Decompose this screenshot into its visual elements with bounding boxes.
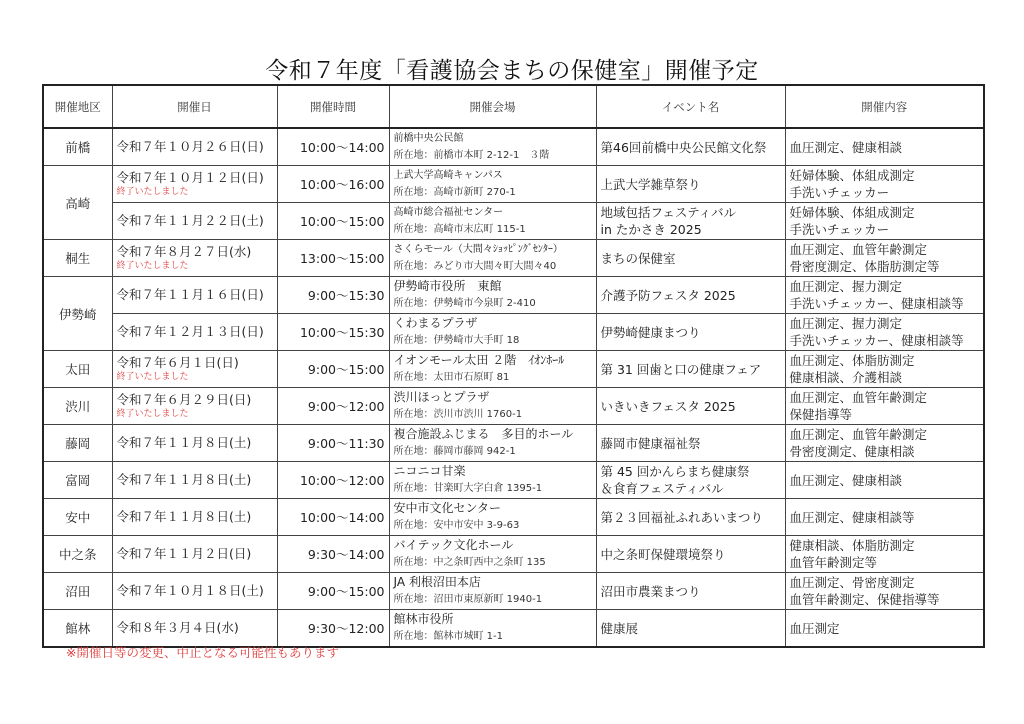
time-cell: 9:00～15:30 xyxy=(277,277,389,314)
venue-address: 所在地：伊勢崎市今泉町 2-410 xyxy=(393,298,536,309)
content-cell xyxy=(785,277,984,314)
venue-name: 安中市文化センター xyxy=(393,501,502,515)
venue-cell xyxy=(389,128,596,166)
venue-cell xyxy=(389,610,596,648)
event-date: 令和７年１０月１８日(土) xyxy=(116,583,264,598)
schedule-table xyxy=(42,84,985,648)
date-cell xyxy=(112,314,277,351)
venue-cell xyxy=(389,388,596,425)
event-name: in たかさき 2025 xyxy=(600,222,702,237)
venue-cell xyxy=(389,425,596,462)
table-row xyxy=(43,314,984,351)
time-cell: 10:00～14:00 xyxy=(277,499,389,536)
event-cell xyxy=(596,240,785,277)
area-cell: 藤岡 xyxy=(43,425,112,462)
venue-name: 高崎市総合福祉センター xyxy=(393,207,504,218)
time-cell: 9:00～15:00 xyxy=(277,351,389,388)
event-cell xyxy=(596,314,785,351)
event-cell xyxy=(596,128,785,166)
table-row xyxy=(43,128,984,166)
content-cell xyxy=(785,203,984,240)
date-cell xyxy=(112,499,277,536)
content-cell xyxy=(785,573,984,610)
event-name: 健康展 xyxy=(600,620,639,636)
venue-address: 所在地：甘楽町大字白倉 1395-1 xyxy=(393,483,543,494)
table-row xyxy=(43,425,984,462)
area-cell: 安中 xyxy=(43,499,112,536)
content-item: 血圧測定、健康相談等 xyxy=(789,509,915,525)
venue-address: 所在地：高崎市新町 270-1 xyxy=(393,187,516,198)
table-row xyxy=(43,573,984,610)
header-date: 開催日 xyxy=(112,85,277,128)
event-name: ＆食育フェスティバル xyxy=(600,481,724,496)
content-item: 手洗いチェッカー、健康相談等 xyxy=(789,296,964,311)
content-cell xyxy=(785,314,984,351)
time-cell: 9:00～15:00 xyxy=(277,573,389,610)
date-cell xyxy=(112,203,277,240)
table-row xyxy=(43,462,984,499)
venue-cell xyxy=(389,351,596,388)
event-name: 伊勢崎健康まつり xyxy=(600,324,701,340)
header-content: 開催内容 xyxy=(785,85,984,128)
content-item: 血圧測定、握力測定 xyxy=(789,279,903,294)
time-cell: 10:00～15:00 xyxy=(277,203,389,240)
venue-cell xyxy=(389,536,596,573)
table-row xyxy=(43,203,984,240)
event-name: まちの保健室 xyxy=(600,250,676,266)
header-event: イベント名 xyxy=(596,85,785,128)
venue-cell xyxy=(389,203,596,240)
venue-address: 所在地：高崎市末広町 115-1 xyxy=(393,224,526,235)
content-item: 健康相談、体脂肪測定 xyxy=(789,538,915,553)
event-cell xyxy=(596,499,785,536)
date-cell xyxy=(112,425,277,462)
table-row xyxy=(43,536,984,573)
content-item: 血管年齢測定、保健指導等 xyxy=(789,592,940,607)
venue-address: 所在地：太田市石原町 81 xyxy=(393,372,510,383)
area-cell: 中之条 xyxy=(43,536,112,573)
content-item: 血圧測定、健康相談 xyxy=(789,139,903,155)
venue-name: ニコニコ甘楽 xyxy=(393,464,466,478)
event-date: 令和８年３月４日(水) xyxy=(116,620,239,635)
table-row xyxy=(43,499,984,536)
venue-name: 館林市役所 xyxy=(393,612,454,626)
event-cell xyxy=(596,351,785,388)
event-name: 第２３回福祉ふれあいまつり xyxy=(600,509,764,525)
content-cell xyxy=(785,462,984,499)
content-item: 血圧測定、体脂肪測定 xyxy=(789,353,915,368)
content-item: 血圧測定 xyxy=(789,620,840,636)
venue-name: 上武大学高崎キャンパス xyxy=(393,170,503,181)
time-cell: 9:30～14:00 xyxy=(277,536,389,573)
date-cell xyxy=(112,240,277,277)
time-cell: 10:00～14:00 xyxy=(277,128,389,166)
finished-badge: 終了いたしました xyxy=(116,409,189,419)
area-cell: 前橋 xyxy=(43,128,112,166)
venue-address: 所在地：前橋市本町 2-12-1 ３階 xyxy=(393,150,550,161)
event-date: 令和７年１０月１２日(日) xyxy=(116,170,264,185)
event-name: 第 31 回歯と口の健康フェア xyxy=(600,361,762,377)
content-item: 手洗いチェッカー xyxy=(789,185,890,200)
event-date: 令和７年６月２９日(日) xyxy=(116,392,252,407)
event-cell xyxy=(596,166,785,203)
date-cell xyxy=(112,610,277,648)
content-cell xyxy=(785,388,984,425)
header-venue: 開催会場 xyxy=(389,85,596,128)
content-item: 骨密度測定、体脂肪測定等 xyxy=(789,259,940,274)
date-cell xyxy=(112,536,277,573)
content-item: 血圧測定、骨密度測定 xyxy=(789,575,915,590)
event-cell xyxy=(596,462,785,499)
event-name: 第46回前橋中央公民館文化祭 xyxy=(600,139,767,155)
event-name: 第 45 回かんらまち健康祭 xyxy=(600,464,750,479)
content-cell xyxy=(785,128,984,166)
event-date: 令和７年１０月２６日(日) xyxy=(116,139,264,154)
disclaimer-note: ※開催日等の変更、中止となる可能性もあります xyxy=(66,645,339,660)
area-cell: 渋川 xyxy=(43,388,112,425)
content-item: 血圧測定、握力測定 xyxy=(789,316,903,331)
time-cell: 10:00～16:00 xyxy=(277,166,389,203)
area-cell: 富岡 xyxy=(43,462,112,499)
table-row xyxy=(43,388,984,425)
venue-name: さくらモール（大間々ｼｮｯﾋﾟﾝｸﾞｾﾝﾀｰ） xyxy=(393,244,563,255)
content-cell xyxy=(785,240,984,277)
venue-address: 所在地：安中市安中 3-9-63 xyxy=(393,520,520,531)
table-row xyxy=(43,351,984,388)
content-cell xyxy=(785,499,984,536)
table-header-row xyxy=(43,85,984,128)
event-name: いきいきフェスタ 2025 xyxy=(600,398,736,414)
venue-cell xyxy=(389,277,596,314)
content-item: 妊婦体験、体組成測定 xyxy=(789,168,915,183)
area-cell: 桐生 xyxy=(43,240,112,277)
event-date: 令和７年１１月８日(土) xyxy=(116,509,252,524)
content-item: 健康相談、介護相談 xyxy=(789,370,903,385)
event-date: 令和７年１１月２２日(土) xyxy=(116,213,264,228)
area-cell: 伊勢崎 xyxy=(43,277,112,351)
table-row xyxy=(43,166,984,203)
content-cell xyxy=(785,536,984,573)
time-cell: 9:00～11:30 xyxy=(277,425,389,462)
header-area: 開催地区 xyxy=(43,85,112,128)
event-date: 令和７年１１月８日(土) xyxy=(116,472,252,487)
header-time: 開催時間 xyxy=(277,85,389,128)
finished-badge: 終了いたしました xyxy=(116,261,189,271)
venue-address: 所在地：伊勢崎市大手町 18 xyxy=(393,335,520,346)
content-item: 手洗いチェッカー、健康相談等 xyxy=(789,333,964,348)
date-cell xyxy=(112,128,277,166)
content-item: 手洗いチェッカー xyxy=(789,222,890,237)
venue-name: バイテック文化ホール xyxy=(393,538,514,552)
venue-address: 所在地：館林市城町 1-1 xyxy=(393,631,504,642)
venue-cell xyxy=(389,166,596,203)
content-item: 妊婦体験、体組成測定 xyxy=(789,205,915,220)
event-name: 中之条町保健環境祭り xyxy=(600,546,726,562)
area-cell: 沼田 xyxy=(43,573,112,610)
finished-badge: 終了いたしました xyxy=(116,372,189,382)
content-cell xyxy=(785,166,984,203)
time-cell: 10:00～15:30 xyxy=(277,314,389,351)
time-cell: 9:30～12:00 xyxy=(277,610,389,648)
venue-name: 前橋中央公民館 xyxy=(393,133,464,144)
event-name: 藤岡市健康福祉祭 xyxy=(600,435,701,451)
area-cell: 高崎 xyxy=(43,166,112,240)
date-cell xyxy=(112,573,277,610)
event-date: 令和７年１１月８日(土) xyxy=(116,435,252,450)
content-item: 保健指導等 xyxy=(789,407,853,422)
date-cell xyxy=(112,388,277,425)
event-name: 地域包括フェスティバル xyxy=(600,205,737,220)
finished-badge: 終了いたしました xyxy=(116,187,189,197)
event-date: 令和７年１１月１６日(日) xyxy=(116,287,264,302)
venue-address: 所在地：中之条町西中之条町 135 xyxy=(393,557,546,568)
table-row xyxy=(43,240,984,277)
table-row xyxy=(43,610,984,648)
event-cell xyxy=(596,203,785,240)
venue-name: 複合施設ふじまる 多目的ホール xyxy=(393,427,574,441)
venue-name: 渋川ほっとプラザ xyxy=(393,390,490,404)
time-cell: 10:00～12:00 xyxy=(277,462,389,499)
venue-cell xyxy=(389,462,596,499)
event-cell xyxy=(596,425,785,462)
event-name: 介護予防フェスタ 2025 xyxy=(600,287,736,303)
event-cell xyxy=(596,573,785,610)
content-cell xyxy=(785,425,984,462)
content-item: 血管年齢測定等 xyxy=(789,555,878,570)
event-cell xyxy=(596,388,785,425)
event-cell xyxy=(596,536,785,573)
venue-cell xyxy=(389,314,596,351)
page-title: 令和７年度「看護協会まちの保健室」開催予定 xyxy=(265,58,759,84)
table-row xyxy=(43,277,984,314)
venue-name: JA 利根沼田本店 xyxy=(393,575,481,589)
venue-cell xyxy=(389,499,596,536)
content-item: 血圧測定、血管年齢測定 xyxy=(789,427,928,442)
venue-name: 伊勢崎市役所 東館 xyxy=(393,279,502,293)
content-cell xyxy=(785,610,984,648)
venue-name: イオンモール太田 ２階 ｲｵﾝﾎｰﾙ xyxy=(393,353,565,367)
area-cell: 太田 xyxy=(43,351,112,388)
event-date: 令和７年８月２７日(水) xyxy=(116,244,252,259)
content-cell xyxy=(785,351,984,388)
event-date: 令和７年１１月２日(日) xyxy=(116,546,252,561)
venue-address: 所在地：藤岡市藤岡 942-1 xyxy=(393,446,516,457)
area-cell: 館林 xyxy=(43,610,112,648)
venue-name: くわまるプラザ xyxy=(393,316,478,330)
venue-address: 所在地：渋川市渋川 1760-1 xyxy=(393,409,523,420)
date-cell xyxy=(112,277,277,314)
event-name: 沼田市農業まつり xyxy=(600,583,701,599)
event-name: 上武大学雑草祭り xyxy=(600,176,701,192)
date-cell xyxy=(112,351,277,388)
event-date: 令和７年１２月１３日(日) xyxy=(116,324,264,339)
content-item: 骨密度測定、健康相談 xyxy=(789,444,915,459)
time-cell: 9:00～12:00 xyxy=(277,388,389,425)
date-cell xyxy=(112,462,277,499)
venue-address: 所在地：みどり市大間々町大間々40 xyxy=(393,261,557,272)
venue-cell xyxy=(389,240,596,277)
event-date: 令和７年６月１日(日) xyxy=(116,355,239,370)
date-cell xyxy=(112,166,277,203)
venue-address: 所在地：沼田市東原新町 1940-1 xyxy=(393,594,543,605)
event-cell xyxy=(596,610,785,648)
venue-cell xyxy=(389,573,596,610)
content-item: 血圧測定、血管年齢測定 xyxy=(789,390,928,405)
time-cell: 13:00～15:00 xyxy=(277,240,389,277)
event-cell xyxy=(596,277,785,314)
content-item: 血圧測定、健康相談 xyxy=(789,472,903,488)
content-item: 血圧測定、血管年齢測定 xyxy=(789,242,928,257)
